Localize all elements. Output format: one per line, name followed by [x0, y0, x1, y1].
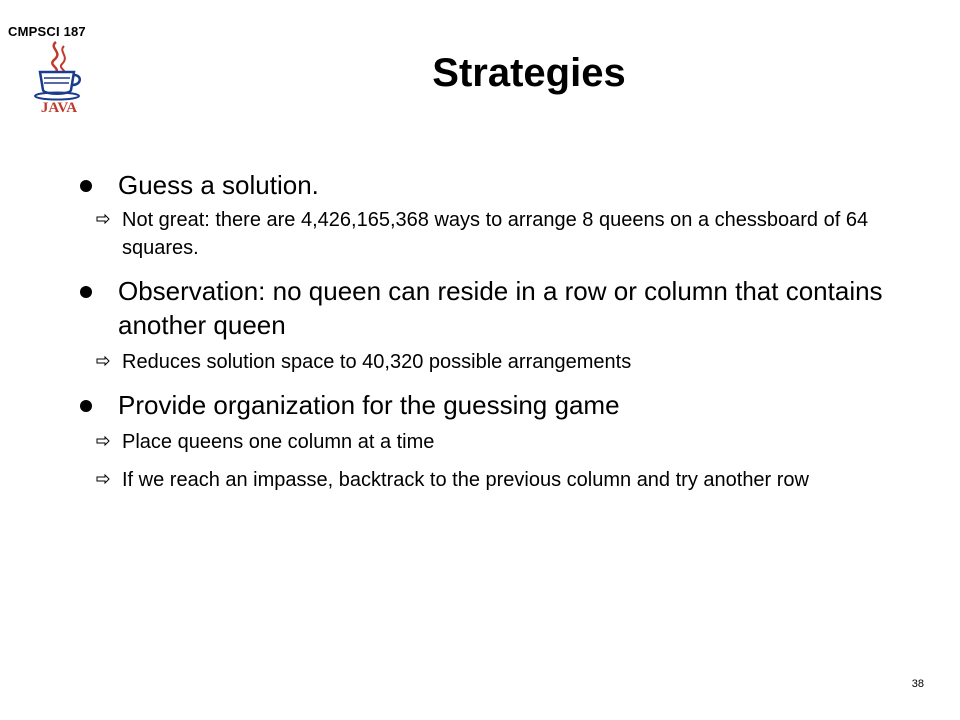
sub-bullet-text: Reduces solution space to 40,320 possible arrangements — [122, 351, 632, 373]
slide-number: 38 — [911, 678, 924, 690]
bullet-list — [80, 168, 940, 494]
svg-text:JAVA: JAVA — [40, 100, 78, 114]
pointing-hand-icon — [96, 354, 110, 368]
sub-bullet-text: Not great: there are 4,426,165,368 ways to arrange 8 queens on a chessboard of 64 squares. — [122, 209, 869, 259]
bullet-text: Provide organization for the guessing game — [118, 390, 620, 420]
sub-bullet-text: If we reach an impasse, backtrack to the previous column and try another row — [122, 469, 810, 491]
pointing-hand-icon — [96, 212, 110, 226]
bullet-text: Observation: no queen can reside in a row or column that contains another queen — [118, 276, 883, 340]
sub-bullet-item — [42, 466, 940, 494]
bullet-text: Guess a solution. — [118, 170, 319, 200]
pointing-hand-icon — [96, 434, 110, 448]
bullet-item — [80, 168, 940, 202]
sub-bullet-item — [42, 348, 940, 376]
bullet-dot-icon — [80, 400, 92, 412]
page-title: Strategies — [432, 51, 626, 95]
sub-bullet-text: Place queens one column at a time — [122, 431, 435, 453]
course-label: CMPSCI 187 — [8, 24, 86, 39]
bullet-item — [80, 388, 940, 422]
bullet-item — [80, 274, 940, 342]
bullet-dot-icon — [80, 286, 92, 298]
sub-bullet-item — [42, 206, 940, 262]
pointing-hand-icon — [96, 472, 110, 486]
bullet-dot-icon — [80, 180, 92, 192]
sub-bullet-item — [42, 428, 940, 456]
